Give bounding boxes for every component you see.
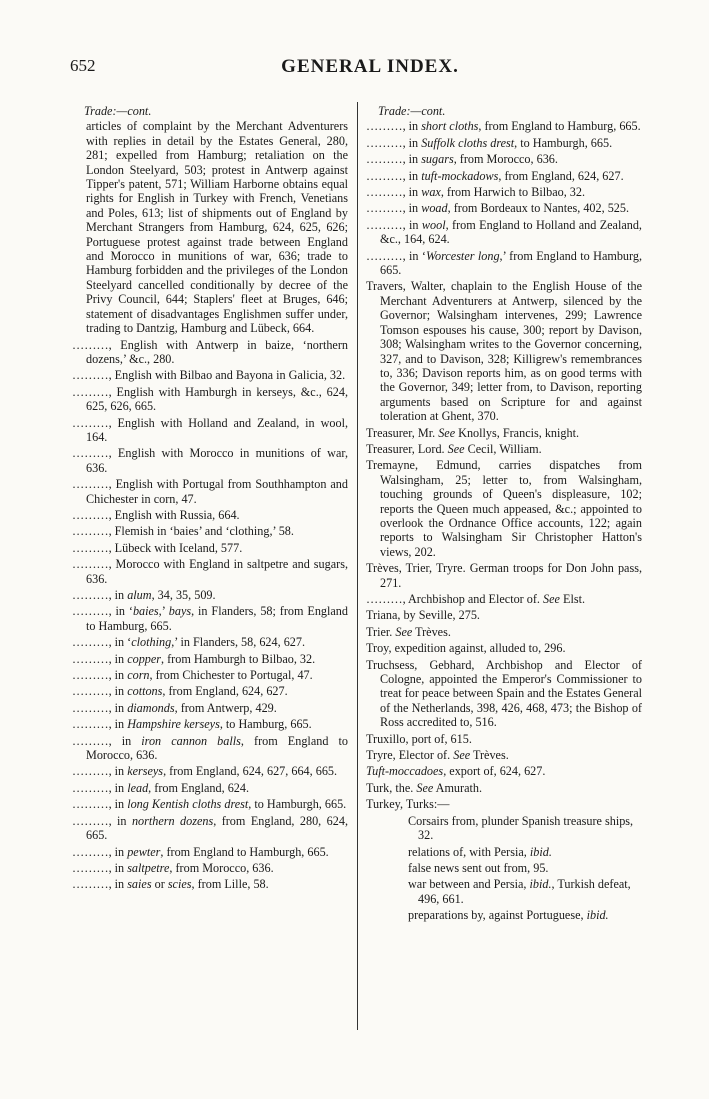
index-subentry: ………, in Hampshire kerseys, to Hamburg, 665.: [72, 717, 312, 732]
index-subentry: false news sent out from, 95.: [408, 860, 549, 875]
index-subentry: ………, in tuft-mockadows, from England, 624, 627.: [366, 168, 624, 183]
index-entry: Tuft-moccadoes, export of, 624, 627.: [366, 764, 546, 779]
index-subentry: articles of complaint by the Merchant Adventurers with replies in detail by the Estates General, 280, 281; expelled from Hamburg; retaliation on the London Steelyard, 503; protest in Antwerp against Tipper's patent, 571; William Harborne obtains equal rights for English in Turkey with French, Venetians and Poles, 613; list of shipments out of England by Merchant Strangers from Hamburg, 624, 625, 626; Portuguese protest against trade between England and Morocco in munitions of war, 636; trade to Hamburg forbidden and the privileges of the London Steelyard cancelled conditionally by decree of the Privy Council, 644; Staplers' fleet at Bruges, 646; statement of disadvantages Englishmen suffer under, trading to Dantzig, Hamburg and Lübeck, 664.: [86, 119, 348, 336]
index-subentry: ………, in corn, from Chichester to Portugal, 47.: [72, 668, 313, 683]
running-title: GENERAL INDEX.: [281, 56, 459, 77]
index-entry: Trèves, Trier, Tryre. German troops for Don John pass, 271.: [366, 561, 642, 590]
index-subentry: relations of, with Persia, ibid.: [408, 844, 552, 859]
continuation-heading: Trade:—cont.: [378, 104, 446, 118]
index-subentry: ………, Flemish in ‘baies’ and ‘clothing,’ 58.: [72, 524, 294, 539]
index-subentry: ………, English with Bilbao and Bayona in Galicia, 32.: [72, 368, 346, 383]
continuation-heading: Trade:—cont.: [84, 104, 152, 118]
index-entry: Treasurer, Mr. See Knollys, Francis, knight.: [366, 425, 580, 440]
index-entry: Turk, the. See Amurath.: [366, 780, 483, 795]
index-subentry: ………, in kerseys, from England, 624, 627, 664, 665.: [72, 764, 338, 779]
page-number: 652: [70, 56, 96, 75]
index-subentry: ………, in wax, from Harwich to Bilbao, 32.: [366, 185, 586, 200]
index-subentry: ………, English with Holland and Zealand, in wool, 164.: [72, 415, 348, 444]
index-column-left: [72, 104, 348, 894]
index-subentry: ………, in ‘clothing,’ in Flanders, 58, 624, 627.: [72, 635, 306, 650]
index-entry: Troy, expedition against, alluded to, 296.: [366, 641, 566, 656]
index-subentry: ………, in pewter, from England to Hamburgh, 665.: [72, 844, 329, 859]
index-subentry: war between and Persia, ibid., Turkish defeat, 496, 661.: [408, 877, 631, 906]
index-subentry: Corsairs from, plunder Spanish treasure ships, 32.: [408, 813, 634, 843]
index-subentry: preparations by, against Portuguese, ibid.: [408, 908, 609, 923]
index-subentry: ………, in saltpetre, from Morocco, 636.: [72, 860, 274, 875]
index-entry: Trier. See Trèves.: [366, 624, 451, 639]
index-subentry: ………, Morocco with England in saltpetre and sugars, 636.: [72, 557, 348, 586]
index-column-right: [366, 104, 642, 925]
index-subentry: ………, in iron cannon balls, from England to Morocco, 636.: [72, 733, 348, 763]
index-entry: Tremayne, Edmund, carries dispatches from Walsingham, 25; letter to, from Walsingham, touching grounds of Queen's displeasure, 102; reports the Queen much appeased, &c.; appointed to overlook the Ordnance Office accounts, 122; again reports to Walsingham Sir Christopher Hatton's views, 202.: [366, 458, 642, 559]
index-entry: Tryre, Elector of. See Trèves.: [366, 748, 509, 763]
index-subentry: ………, in alum, 34, 35, 509.: [72, 588, 216, 602]
index-subentry: ………, in ‘baies,’ bays, in Flanders, 58; from England to Hamburg, 665.: [72, 604, 348, 633]
index-subentry: ………, in lead, from England, 624.: [72, 780, 250, 795]
index-subentry: ………, in cottons, from England, 624, 627.: [72, 684, 288, 699]
page-header: [70, 56, 670, 82]
index-subentry: ………, in diamonds, from Antwerp, 429.: [72, 700, 277, 715]
index-subentry: ………, Archbishop and Elector of. See Elst.: [366, 592, 586, 606]
index-subentry: ………, English with Portugal from Southhampton and Chichester in corn, 47.: [72, 477, 348, 506]
index-subentry: ………, in saies or scies, from Lille, 58.: [72, 877, 269, 892]
index-entry: Triana, by Seville, 275.: [366, 608, 480, 623]
index-subentry: ………, in ‘Worcester long,’ from England to Hamburg, 665.: [366, 248, 642, 278]
index-subentry: ………, in short cloths, from England to Hamburg, 665.: [366, 119, 641, 134]
index-entry: Treasurer, Lord. See Cecil, William.: [366, 441, 542, 456]
index-subentry: ………, in long Kentish cloths drest, to Hamburgh, 665.: [72, 797, 347, 812]
index-subentry: ………, English with Morocco in munitions of war, 636.: [72, 446, 348, 475]
index-subentry: ………, in wool, from England to Holland and Zealand, &c., 164, 624.: [366, 217, 642, 247]
column-divider: [357, 102, 358, 1030]
index-subentry: ………, Lübeck with Iceland, 577.: [72, 540, 243, 555]
index-subentry: ………, in sugars, from Morocco, 636.: [366, 152, 558, 167]
index-subentry: ………, in Suffolk cloths drest, to Hamburgh, 665.: [366, 135, 613, 150]
index-subentry: ………, in northern dozens, from England, 280, 624, 665.: [72, 813, 348, 843]
index-entry: Truxillo, port of, 615.: [366, 731, 472, 746]
index-subentry: ………, English with Russia, 664.: [72, 507, 240, 522]
index-subentry: ………, in copper, from Hamburgh to Bilbao, 32.: [72, 651, 316, 666]
index-entry: Travers, Walter, chaplain to the English House of the Merchant Adventurers at Antwerp, silenced by the Governor; Walsingham intervenes, 299; Lawrence Tomson espouses his cause, 300; report by Davison, 308; Walsingham writes to the Governor concerning, 327, and to Davison, 328; Killigrew's remembrances to, 336; Davison reports him, as on good terms with the Governor, 349; letter from, to Davison, reporting arguments based on Scripture for and against toleration at Ghent, 370.: [366, 279, 642, 424]
index-subentry: ………, English with Hamburgh in kerseys, &c., 624, 625, 626, 665.: [72, 384, 348, 414]
index-entry: Truchsess, Gebhard, Archbishop and Elector of Cologne, appointed the Emperor's Commissioner to treat for peace between Spain and the Estates General of the Netherlands, 398, 426, 468, 473; the Bishop of Ross accredited to, 516.: [366, 657, 642, 730]
index-entry: Turkey, Turks:—: [366, 797, 450, 812]
index-subentry: ………, English with Antwerp in baize, ‘northern dozens,’ &c., 280.: [72, 337, 348, 366]
index-subentry: ………, in woad, from Bordeaux to Nantes, 402, 525.: [366, 201, 630, 216]
